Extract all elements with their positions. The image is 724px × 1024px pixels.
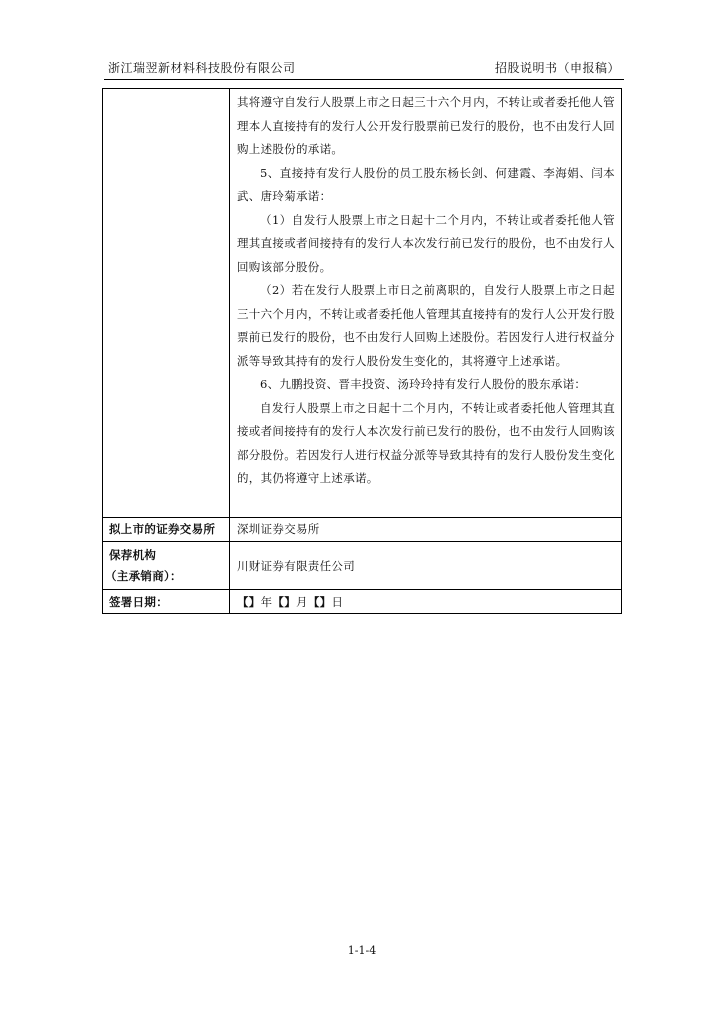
commitment-paragraph: 6、九鹏投资、晋丰投资、汤玲玲持有发行人股份的股东承诺： [260, 377, 587, 391]
commitment-paragraph: 其将遵守自发行人股票上市之日起三十六个月内，不转让或者委托他人管理本人直接持有的发行人公开发行股票前已发行的股份，也不由发行人回购上述股份的承诺。 [237, 95, 615, 156]
header-divider [104, 79, 624, 80]
row-divider [103, 517, 621, 518]
page-header [104, 56, 624, 78]
commitment-paragraph: （2）若在发行人股票上市日之前离职的，自发行人股票上市之日起三十六个月内，不转让或者委托他人管理其直接持有的发行人公开发行股票前已发行的股份，也不由发行人回购上述股份。若因发行人进行权益分派等导致其持有的发行人股份发生变化的，其将遵守上述承诺。 [237, 283, 615, 368]
sign-date-value: 【】年【】月【】日 [237, 595, 344, 609]
document-title: 招股说明书（申报稿） [494, 61, 620, 75]
exchange-value: 深圳证券交易所 [237, 522, 320, 536]
sponsor-label: 保荐机构 [109, 548, 157, 562]
row-divider [103, 541, 621, 542]
page-number: 1-1-4 [347, 944, 377, 957]
company-name: 浙江瑞翌新材料科技股份有限公司 [108, 61, 296, 75]
column-divider [229, 89, 230, 613]
sponsor-value: 川财证券有限责任公司 [237, 559, 355, 573]
commitment-paragraph: （1）自发行人股票上市之日起十二个月内，不转让或者委托他人管理其直接或者间接持有的发行人本次发行前已发行的股份，也不由发行人回购该部分股份。 [237, 212, 615, 274]
exchange-label: 拟上市的证券交易所 [109, 522, 216, 536]
sign-date-label: 签署日期： [109, 595, 168, 609]
sponsor-label-sub: （主承销商）： [105, 569, 182, 583]
commitment-paragraph: 5、直接持有发行人股份的员工股东杨长剑、何建霞、李海娟、闫本武、唐玲菊承诺： [237, 165, 615, 203]
lockup-commitments-cell [237, 91, 615, 491]
info-table [102, 88, 622, 614]
row-divider [103, 589, 621, 590]
commitment-paragraph: 自发行人股票上市之日起十二个月内，不转让或者委托他人管理其直接或者间接持有的发行人本次发行前已发行的股份，也不由发行人回购该部分股份。若因发行人进行权益分派等导致其持有的发行人股份发生变化的，其仍将遵守上述承诺。 [237, 400, 615, 485]
